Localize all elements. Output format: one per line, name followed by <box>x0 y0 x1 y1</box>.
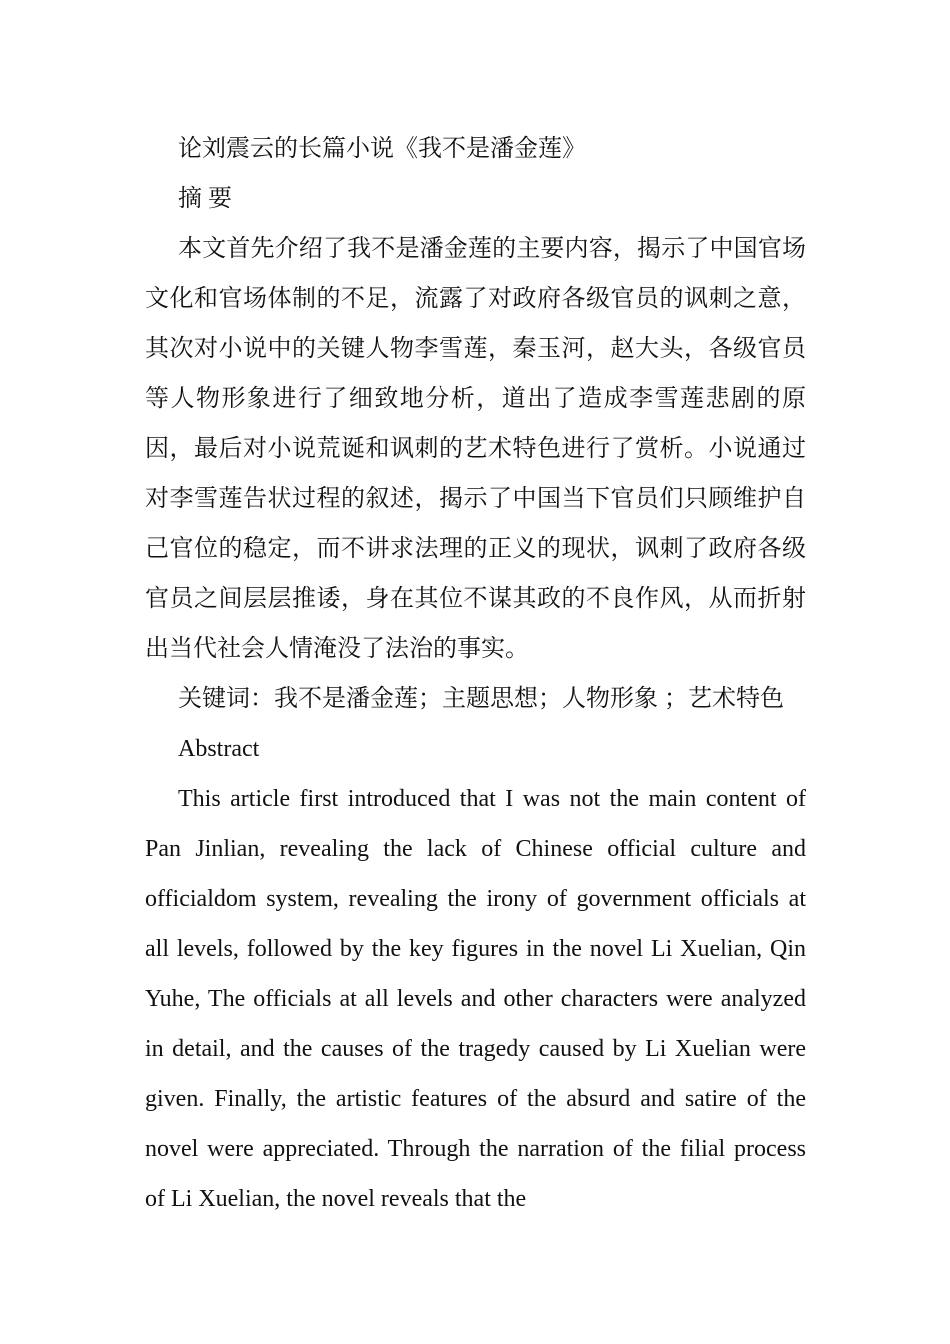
paper-title: 论刘震云的长篇小说《我不是潘金莲》 <box>178 136 586 162</box>
abstract-heading-en: Abstract <box>178 736 260 762</box>
abstract-paragraph-cn: 本文首先介绍了我不是潘金莲的主要内容，揭示了中国官场文化和官场体制的不足，流露了对政府各级官员的讽刺之意，其次对小说中的关键人物李雪莲，秦玉河，赵大头，各级官员等人物形象进行了细致地分析，道出了造成李雪莲悲剧的原因，最后对小说荒诞和讽刺的艺术特色进行了赏析。小说通过对李雪莲告状过程的叙述，揭示了中国当下官员们只顾维护自己官位的稳定，而不讲求法理的正义的现状，讽刺了政府各级官员之间层层推诿，身在其位不谋其政的不良作风，从而折射出当代社会人情淹没了法治的事实。 <box>145 236 806 662</box>
keywords-cn: 关键词：我不是潘金莲；主题思想；人物形象 ；艺术特色 <box>178 686 784 712</box>
abstract-paragraph-en: This article first introduced that I was not the main content of Pan Jinlian, revealing the lack of Chinese official culture and officialdom system, revealing the irony of government officials at all levels, followed by the key figures in the novel Li Xuelian, Qin Yuhe, The officials at all levels and other characters were analyzed in detail, and the causes of the tragedy caused by Li Xuelian were given. Finally, the artistic features of the absurd and satire of the novel were appreciated. Through the narration of the filial process of Li Xuelian, the novel reveals that the <box>145 786 806 1212</box>
abstract-heading-cn: 摘 要 <box>178 186 232 212</box>
document-body <box>145 124 806 1224</box>
